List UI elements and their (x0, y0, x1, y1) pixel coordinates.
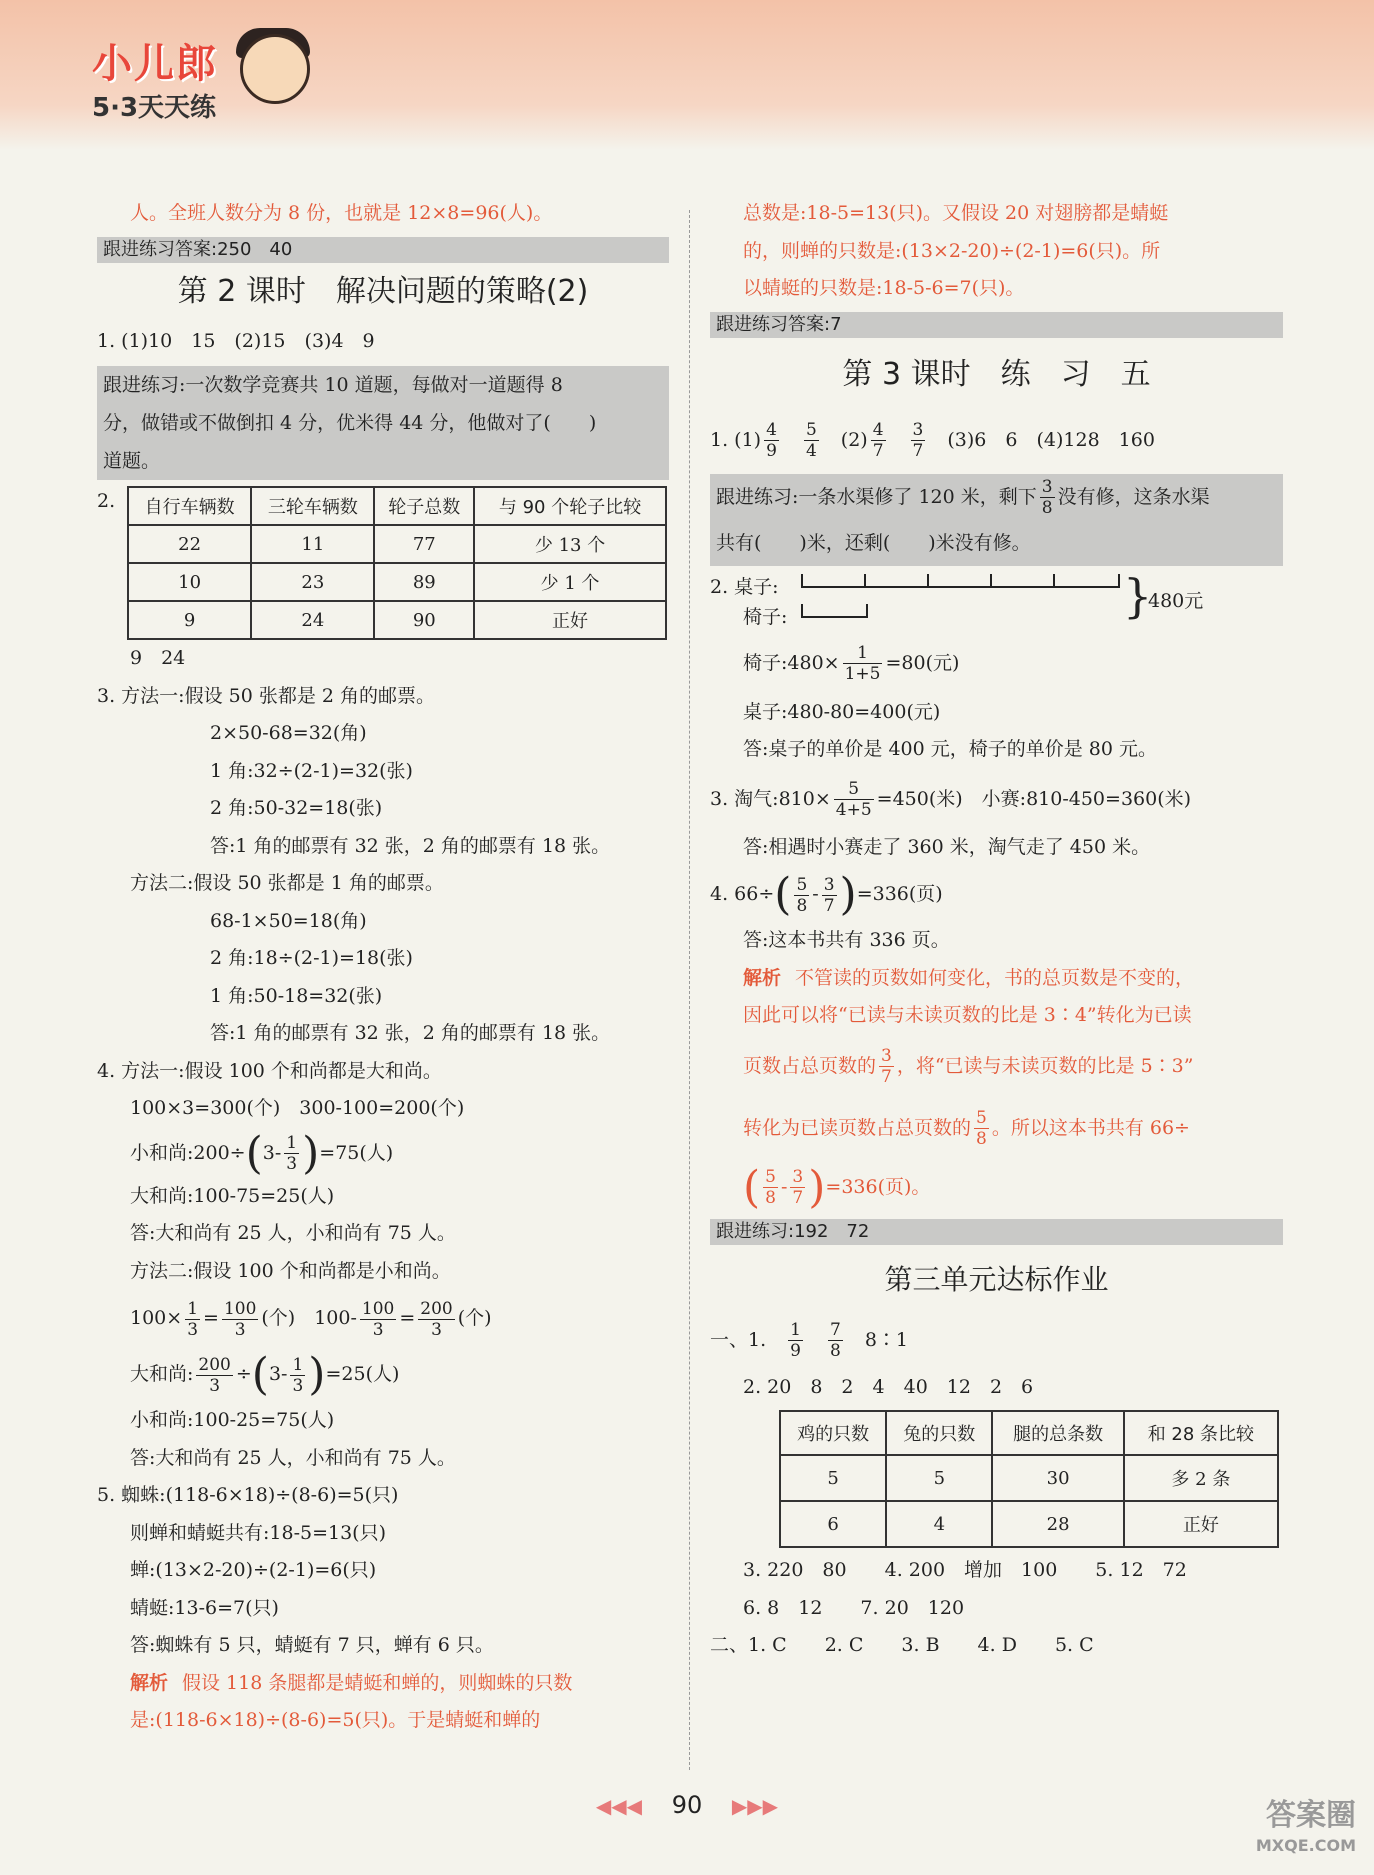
formula-text: =25(人) (325, 1363, 400, 1385)
desk-segment (801, 574, 866, 588)
table-header: 自行车辆数 (128, 487, 251, 525)
q4-line: 100×3=300(个) 300-100=200(个) (130, 1097, 465, 1119)
left-column (97, 195, 669, 1740)
analysis-text: 假设 118 条腿都是蜻蜓和蝉的，则蜘蛛的只数 (182, 1671, 573, 1694)
q5-line: 5. 蜘蛛:(118-6×18)÷(8-6)=5(只) (97, 1484, 399, 1506)
table-cell: 正好 (474, 601, 666, 639)
q4-line: 4. 方法一:假设 100 个和尚都是大和尚。 (97, 1059, 442, 1082)
table-cell: 11 (251, 525, 374, 563)
q3-line: 68-1×50=18(角) (210, 909, 367, 932)
chair-segment (801, 604, 868, 618)
analysis-text: =336(页)。 (825, 1175, 931, 1198)
follow-exercise-box (710, 474, 1283, 566)
follow-text: 跟进练习:一条水渠修了 120 米，剩下 (716, 485, 1037, 508)
chicken-rabbit-table (779, 1410, 1279, 1548)
follow-text: 没有修，这条水渠 (1057, 485, 1210, 508)
follow-line: 跟进练习:一条水渠修了 120 米，剩下 $\frac{3}{8}$ 没有修，这条水渠 (716, 477, 1210, 518)
q4-line: 方法二:假设 100 个和尚都是小和尚。 (130, 1259, 451, 1282)
q5-line: 蜻蜓:13-6=7(只) (130, 1596, 279, 1619)
unit-answer: 2. 20 8 2 4 40 12 2 6 (743, 1375, 1034, 1398)
mascot-boy-icon (240, 34, 310, 104)
q3-line: 1 角:32÷(2-1)=32(张) (210, 759, 413, 782)
follow-line: 分，做错或不做倒扣 4 分，优米得 44 分，他做对了( ) (103, 412, 597, 434)
formula-text: 4. 66÷ (710, 883, 775, 905)
table-row (780, 1455, 1278, 1501)
q1-text: (3)6 6 (4)128 160 (947, 428, 1155, 451)
q2-block (97, 486, 669, 640)
table-header: 轮子总数 (374, 487, 474, 525)
q4-formula: 100× $\frac{1}{3}$ = $\frac{100}{3}$ (个) 100- $\frac{100}{3}$ = $\frac{200}{3}$ (个) (130, 1298, 492, 1340)
analysis-text: 。所以这本书共有 66÷ (991, 1116, 1190, 1139)
q4-line: 大和尚:100-75=25(人) (130, 1184, 335, 1207)
q3-line: 1 角:50-18=32(张) (210, 984, 383, 1007)
next-arrows-icon: ▶▶▶ (731, 1794, 779, 1818)
formula-text: 椅子:480× (743, 651, 840, 674)
table-cell: 9 (128, 601, 251, 639)
table-cell: 6 (780, 1501, 886, 1547)
analysis-line: 是:(118-6×18)÷(8-6)=5(只)。于是蜻蜓和蝉的 (130, 1709, 541, 1731)
q4-formula: 小和尚:200÷(3- $\frac{1}{3}$ )=75(人) (130, 1127, 394, 1179)
q1-text: (2) (840, 428, 868, 451)
chair-label: 椅子: (743, 605, 788, 628)
analysis-line: 因此可以将“已读与未读页数的比是 3∶4”转化为已读 (743, 1004, 1192, 1026)
q4-line: 答:大和尚有 25 人，小和尚有 75 人。 (130, 1222, 456, 1244)
page-header (0, 0, 1374, 150)
table-cell: 22 (128, 525, 251, 563)
follow-answer-bar: 跟进练习:192 72 (710, 1219, 1283, 1245)
text-line: 人。全班人数分为 8 份，也就是 12×8=96(人)。 (130, 202, 553, 224)
table-cell: 5 (780, 1455, 886, 1501)
table-cell: 30 (992, 1455, 1123, 1501)
q3-line: 3. 方法一:假设 50 张都是 2 角的邮票。 (97, 684, 435, 707)
q2-answer: 9 24 (130, 647, 186, 669)
bike-wheel-table (127, 486, 667, 640)
q3-line: 方法二:假设 50 张都是 1 角的邮票。 (130, 872, 444, 894)
q4-line: 小和尚:100-25=75(人) (130, 1409, 335, 1431)
table-header: 与 90 个轮子比较 (474, 487, 666, 525)
analysis-line (97, 1665, 669, 1703)
analysis-text: 转化为已读页数占总页数的 (743, 1116, 972, 1139)
text-line: 的，则蝉的只数是:(13×2-20)÷(2-1)=6(只)。所 (743, 239, 1161, 262)
table-header: 三轮车辆数 (251, 487, 374, 525)
follow-line: 道题。 (103, 450, 161, 472)
formula-text: 小和尚:200÷ (130, 1141, 246, 1164)
table-cell: 28 (992, 1501, 1123, 1547)
answer: 答:相遇时小赛走了 360 米，淘气走了 450 米。 (743, 835, 1151, 858)
unit-text: 一、1. (710, 1328, 767, 1351)
analysis-line: ( $\frac{5}{8}$ - $\frac{3}{7}$ )=336(页)。 (743, 1161, 931, 1213)
q3-line: 2×50-68=32(角) (210, 722, 367, 744)
text-line: 总数是:18-5=13(只)。又假设 20 对翅膀都是蜻蜓 (743, 202, 1169, 224)
formula-text: =80(元) (885, 651, 960, 674)
table-cell: 正好 (1124, 1501, 1278, 1547)
formula: 3. 淘气:810× $\frac{5}{4+5}$ =450(米) 小赛:810-450=360(米) (710, 779, 1192, 820)
formula-text: 大和尚: (130, 1363, 194, 1385)
q1-text: 1. (1) (710, 428, 762, 451)
analysis-tag: 解析 (743, 966, 782, 989)
table-header: 兔的只数 (886, 1411, 992, 1455)
column-divider (689, 210, 690, 1770)
follow-line: 共有( )米，还剩( )米没有修。 (716, 531, 1031, 554)
lesson-title: 第 2 课时 解决问题的策略(2) (177, 273, 589, 309)
desk-segment (990, 574, 1055, 588)
formula-text: 3. 淘气:810× (710, 787, 831, 810)
table-row (128, 525, 666, 563)
fraction: $\frac{1}{3}$ (286, 1133, 298, 1174)
table-cell: 90 (374, 601, 474, 639)
formula-text: =336(页) (856, 883, 943, 905)
q3-line: 答:1 角的邮票有 32 张，2 角的邮票有 18 张。 (210, 834, 611, 857)
table-cell: 少 1 个 (474, 563, 666, 601)
unit-text: 8∶1 (864, 1328, 909, 1351)
formula: 椅子:480× $\frac{1}{1+5}$ =80(元) (743, 643, 960, 684)
unit-answer: 二、1. C 2. C 3. B 4. D 5. C (710, 1634, 1094, 1656)
formula: 桌子:480-80=400(元) (743, 700, 941, 723)
analysis-line: 转化为已读页数占总页数的 $\frac{5}{8}$ 。所以这本书共有 66÷ (743, 1108, 1190, 1149)
q5-line: 蝉:(13×2-20)÷(2-1)=6(只) (130, 1559, 377, 1581)
watermark (1255, 1798, 1356, 1861)
table-header: 腿的总条数 (992, 1411, 1123, 1455)
unit-answer: 3. 220 80 4. 200 增加 100 5. 12 72 (743, 1559, 1187, 1581)
analysis-line: 页数占总页数的 $\frac{3}{7}$ ，将“已读与未读页数的比是 5∶3” (743, 1046, 1194, 1087)
total-label: 480元 (1148, 589, 1204, 612)
brand-title: 小儿郎 (92, 41, 218, 87)
formula: 4. 66÷( $\frac{5}{8}$ - $\frac{3}{7}$ )=336(页) (710, 869, 943, 920)
segment-diagram (710, 568, 1283, 632)
prev-arrows-icon: ◀◀◀ (595, 1794, 643, 1818)
unit-answer: 一、1. $\frac{1}{9}$ $\frac{7}{8}$ 8∶1 (710, 1320, 909, 1361)
q2-label: 2. (97, 490, 116, 512)
table-row (128, 601, 666, 639)
q4-line: 答:大和尚有 25 人，小和尚有 75 人。 (130, 1446, 456, 1469)
desk-segment (864, 574, 929, 588)
table-cell: 89 (374, 563, 474, 601)
unit-title: 第三单元达标作业 (884, 1262, 1109, 1296)
table-header: 和 28 条比较 (1124, 1411, 1278, 1455)
analysis-line (710, 960, 1283, 998)
formula-text: =450(米) 小赛:810-450=360(米) (876, 787, 1192, 810)
table-row (128, 563, 666, 601)
table-cell: 77 (374, 525, 474, 563)
answer: 答:桌子的单价是 400 元，椅子的单价是 80 元。 (743, 738, 1158, 760)
desk-label: 2. 桌子: (710, 575, 779, 598)
q3-line: 答:1 角的邮票有 32 张，2 角的邮票有 18 张。 (210, 1022, 611, 1044)
q3-line: 2 角:18÷(2-1)=18(张) (210, 947, 413, 969)
table-cell: 多 2 条 (1124, 1455, 1278, 1501)
follow-answer-bar: 跟进练习答案:250 40 (97, 237, 669, 263)
analysis-tag: 解析 (130, 1671, 169, 1694)
table-cell: 少 13 个 (474, 525, 666, 563)
q1-answer: 1. (1) $\frac{4}{9}$ $\frac{5}{4}$ (2) $\frac{4}{7}$ $\frac{3}{7}$ (3)6 6 (4)128 160 (710, 420, 1155, 461)
brand-subtitle: 5·3天天练 (92, 93, 217, 123)
q1-answer: 1. (1)10 15 (2)15 (3)4 9 (97, 329, 375, 352)
follow-answer-bar: 跟进练习答案:7 (710, 312, 1283, 338)
text-line: 以蜻蜓的只数是:18-5-6=7(只)。 (743, 277, 1025, 299)
brand-logo (92, 32, 218, 124)
watermark-main: 答案圈 (1266, 1798, 1356, 1833)
table-row (780, 1501, 1278, 1547)
table-header: 鸡的只数 (780, 1411, 886, 1455)
q4-formula: 大和尚: $\frac{200}{3}$ ÷(3- $\frac{1}{3}$ )=25(人) (130, 1349, 400, 1400)
page-number: 90 (671, 1791, 703, 1819)
follow-line: 跟进练习:一次数学竞赛共 10 道题，每做对一道题得 8 (103, 374, 563, 396)
table-cell: 24 (251, 601, 374, 639)
unit-answer: 6. 8 12 7. 20 120 (743, 1596, 965, 1619)
page-footer (0, 1791, 1374, 1819)
lesson-title: 第 3 课时 练 习 五 (842, 356, 1151, 392)
follow-exercise-box (97, 366, 669, 480)
table-cell: 10 (128, 563, 251, 601)
analysis-text: ，将“已读与未读页数的比是 5∶3” (896, 1054, 1194, 1077)
analysis-text: 不管读的页数如何变化，书的总页数是不变的， (795, 966, 1195, 989)
right-column (710, 195, 1283, 1665)
q3-line: 2 角:50-32=18(张) (210, 797, 383, 819)
desk-segment (927, 574, 992, 588)
brace-icon: } (1123, 568, 1153, 623)
answer: 答:这本书共有 336 页。 (743, 929, 950, 951)
table-cell: 5 (886, 1455, 992, 1501)
table-cell: 23 (251, 563, 374, 601)
q5-line: 则蝉和蜻蜓共有:18-5=13(只) (130, 1521, 387, 1544)
q5-line: 答:蜘蛛有 5 只，蜻蜓有 7 只，蝉有 6 只。 (130, 1634, 494, 1656)
table-cell: 4 (886, 1501, 992, 1547)
desk-segment (1053, 574, 1120, 588)
analysis-text: 页数占总页数的 (743, 1054, 877, 1077)
formula-text: =75(人) (319, 1141, 394, 1164)
watermark-sub: MXQE.COM (1255, 1836, 1356, 1855)
